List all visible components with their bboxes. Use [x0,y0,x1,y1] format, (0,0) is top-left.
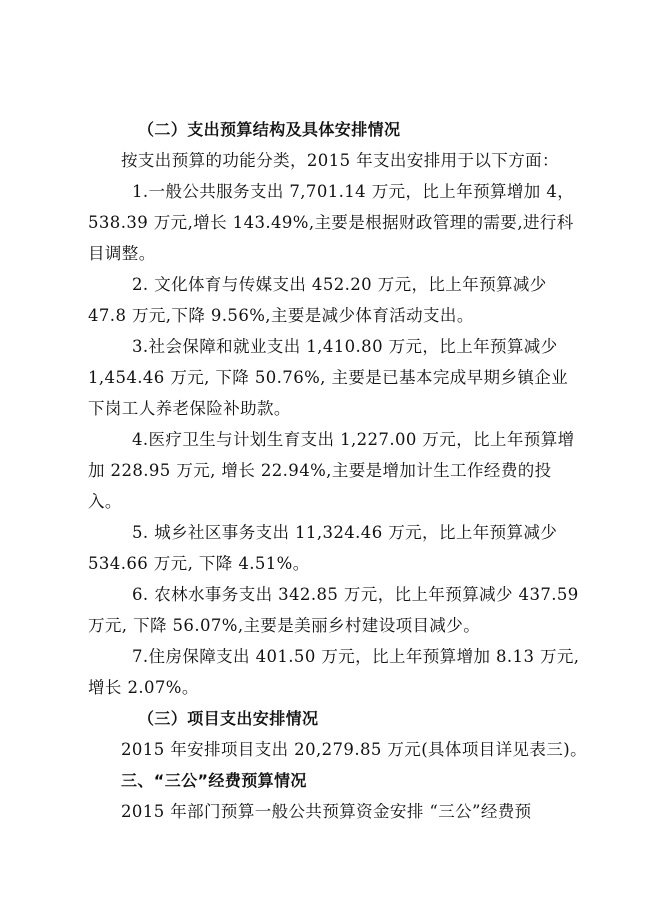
item3-line2: 1,454.46 万元, 下降 50.76%, 主要是已基本完成早期乡镇企业 [88,368,569,387]
item7-line2: 增长 2.07%。 [88,678,199,697]
item6-line2: 万元, 下降 56.07%,主要是美丽乡村建设项目减少。 [88,616,481,635]
item6-line1: 6. 农林水事务支出 342.85 万元，比上年预算减少 437.59 [132,585,579,604]
item2-line2: 47.8 万元,下降 9.56%,主要是减少体育活动支出。 [88,306,474,325]
item1-line2: 538.39 万元,增长 143.49%,主要是根据财政管理的需要,进行科 [88,213,574,232]
intro-paragraph: 按支出预算的功能分类，2015 年支出安排用于以下方面： [121,151,559,170]
item3-line1: 3.社会保障和就业支出 1,410.80 万元，比上年预算减少 [132,337,558,356]
item4-line1: 4.医疗卫生与计划生育支出 1,227.00 万元，比上年预算增 [132,430,575,449]
item7-line1: 7.住房保障支出 401.50 万元，比上年预算增加 8.13 万元, [132,647,580,666]
item2-line1: 2. 文化体育与传媒支出 452.20 万元，比上年预算减少 [132,275,547,294]
item4-line3: 入。 [88,492,122,511]
item1-line1: 1.一般公共服务支出 7,701.14 万元，比上年预算增加 4， [132,182,575,201]
section-heading-project-expenditure: （三）项目支出安排情况 [138,709,319,728]
three-public-paragraph-line1: 2015 年部门预算一般公共预算资金安排 “三公”经费预 [121,802,532,821]
item4-line2: 加 228.95 万元, 增长 22.94%,主要是增加计生工作经费的投 [88,461,552,480]
item5-line1: 5. 城乡社区事务支出 11,324.46 万元，比上年预算减少 [132,523,558,542]
section-heading-budget-structure: （二）支出预算结构及具体安排情况 [138,120,401,139]
item1-line3: 目调整。 [88,244,156,263]
item3-line3: 下岗工人养老保险补助款。 [88,399,291,418]
section-heading-three-public: 三、“三公”经费预算情况 [121,771,307,790]
project-expenditure-paragraph: 2015 年安排项目支出 20,279.85 万元(具体项目详见表三)。 [121,740,587,759]
item5-line2: 534.66 万元, 下降 4.51%。 [88,554,310,573]
